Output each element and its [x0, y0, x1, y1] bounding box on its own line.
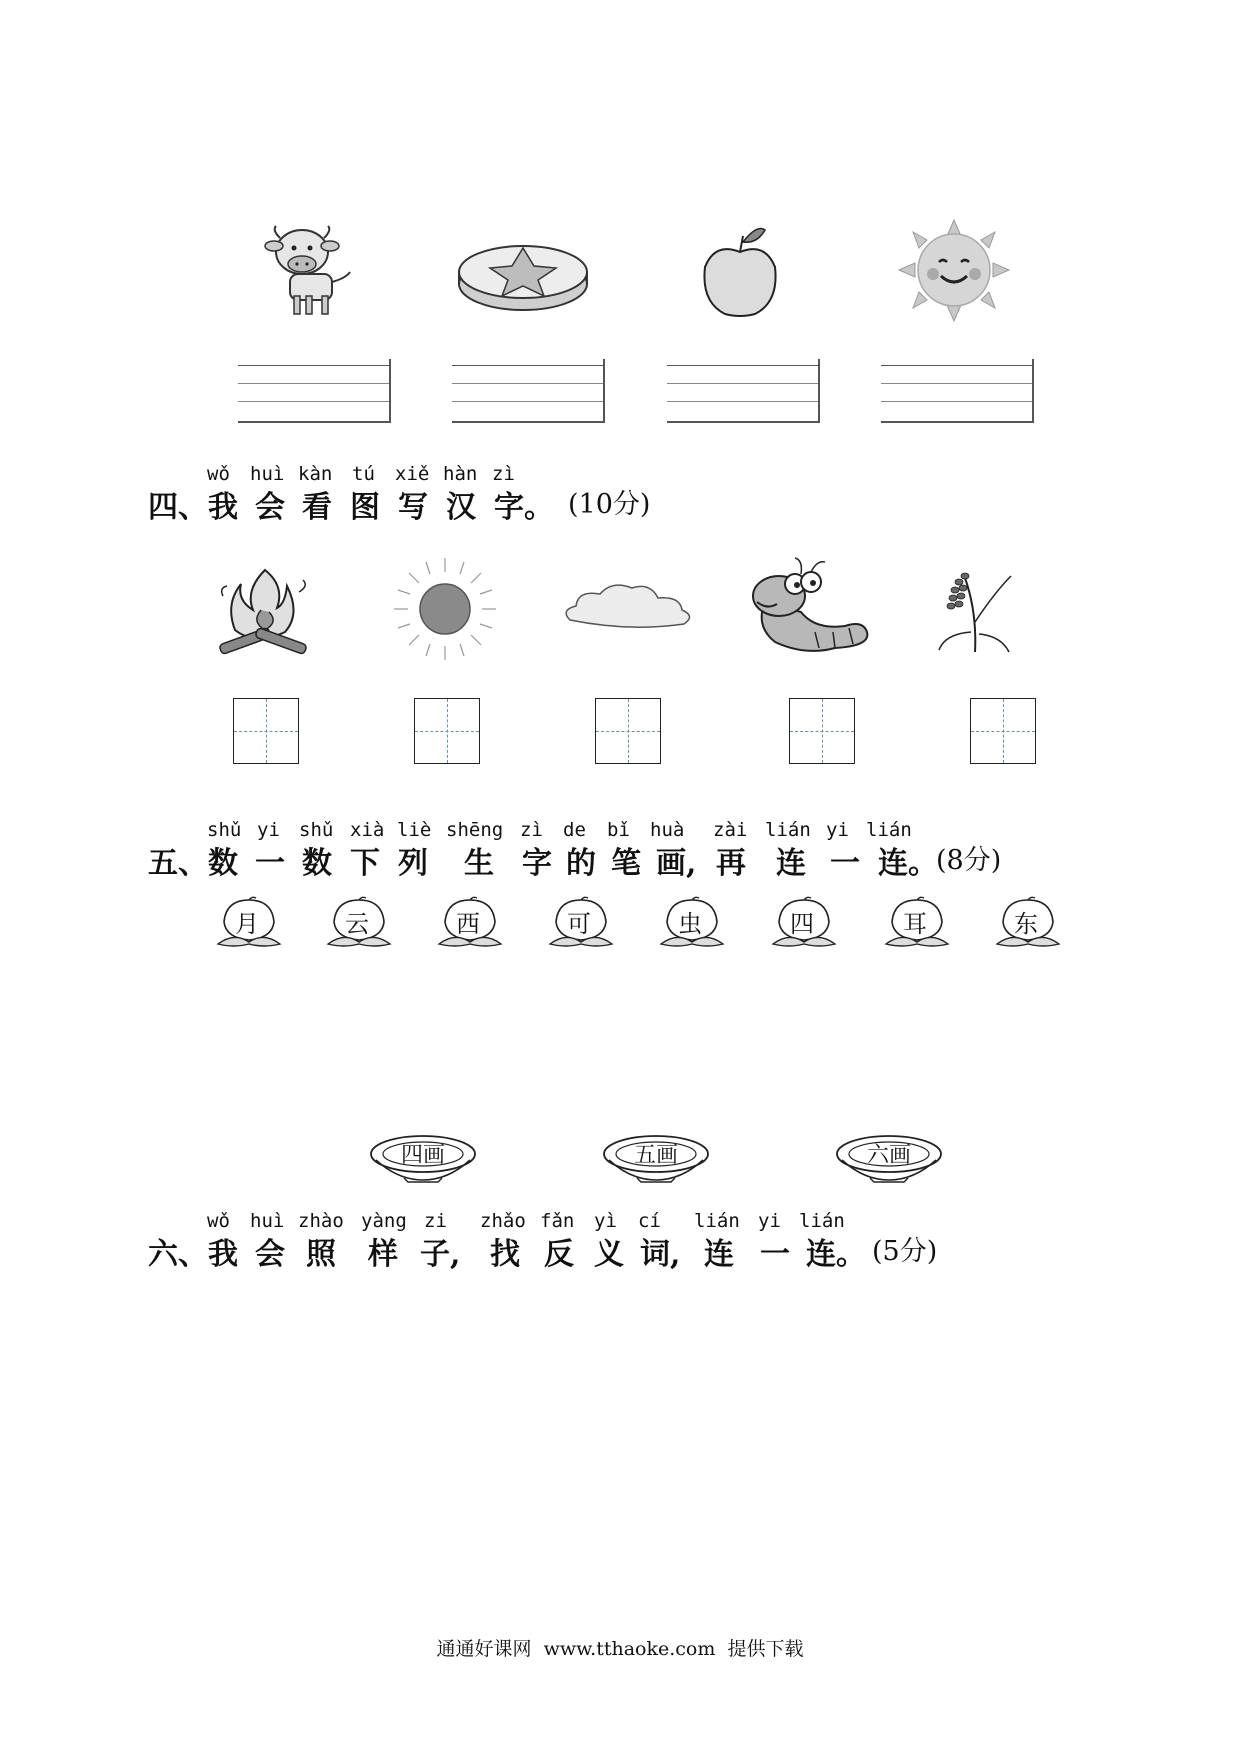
pinyin-syllable: lián	[866, 819, 912, 841]
score-label: (8分)	[936, 845, 1002, 876]
cow-picture	[262, 222, 362, 322]
peach-card[interactable]	[216, 896, 282, 948]
peach-character: 西	[456, 910, 480, 938]
pinyin-syllable: lián	[799, 1210, 845, 1232]
bowl-card[interactable]	[834, 1132, 944, 1182]
pinyin-syllable: kàn	[298, 463, 333, 485]
peach-character: 耳	[903, 910, 927, 938]
heading-char: 连。	[806, 1237, 866, 1272]
peach-card[interactable]	[884, 896, 950, 948]
pinyin-syllable: zài	[713, 819, 748, 841]
heading-char: 字	[522, 846, 552, 881]
pinyin-syllable: liè	[397, 819, 432, 841]
peach-character: 东	[1014, 910, 1038, 938]
pinyin-syllable: de	[563, 819, 586, 841]
heading-char: 找	[490, 1237, 520, 1272]
section6-heading	[0, 1229, 1240, 1272]
bowl-label: 六画	[866, 1143, 911, 1168]
pinyin-syllable: zì	[520, 819, 543, 841]
pinyin-syllable: yi	[826, 819, 849, 841]
pinyin-syllable: huì	[250, 463, 285, 485]
heading-char: 一	[760, 1237, 790, 1272]
heading-char: 图	[350, 490, 380, 525]
pinyin-syllable: huà	[650, 819, 685, 841]
pinyin-syllable: huì	[250, 1210, 285, 1232]
section-number: 四、	[148, 490, 208, 525]
character-writing-grid[interactable]	[233, 698, 299, 764]
peach-character: 四	[790, 910, 814, 938]
bowl-card[interactable]	[368, 1132, 478, 1182]
peach-card[interactable]	[326, 896, 392, 948]
section4-heading	[0, 482, 1240, 525]
heading-char: 义	[594, 1237, 624, 1272]
heading-char: 笔	[611, 846, 641, 881]
character-writing-grid[interactable]	[414, 698, 480, 764]
footer-text: 通通好课网 www.tthaoke.com 提供下载	[436, 1638, 804, 1660]
bowl-label: 四画	[400, 1143, 445, 1168]
pinyin-syllable: yi	[257, 819, 280, 841]
pinyin-syllable: yàng	[361, 1210, 407, 1232]
pinyin-syllable: shǔ	[207, 819, 242, 841]
peach-card[interactable]	[548, 896, 614, 948]
section5-heading	[0, 838, 1240, 881]
pinyin-syllable: wǒ	[207, 1210, 230, 1232]
heading-char: 连	[776, 846, 806, 881]
pinyin-syllable: shēng	[446, 819, 504, 841]
pinyin-syllable: yì	[594, 1210, 617, 1232]
heading-char: 会	[255, 490, 285, 525]
heading-char: 反	[544, 1237, 574, 1272]
heading-char: 生	[464, 846, 494, 881]
heading-char: 画,	[656, 846, 697, 881]
pinyin-syllable: xiě	[395, 463, 430, 485]
pinyin-syllable: yi	[758, 1210, 781, 1232]
score-label: (10分)	[568, 489, 651, 520]
peach-character: 云	[345, 910, 369, 938]
pinyin-syllable: hàn	[443, 463, 478, 485]
rice-picture	[935, 562, 1017, 654]
apple-picture	[695, 222, 785, 322]
pinyin-syllable: xià	[350, 819, 385, 841]
pinyin-syllable: zhǎo	[480, 1210, 526, 1232]
bowl-label: 五画	[633, 1143, 678, 1168]
section-number: 六、	[148, 1237, 208, 1272]
heading-char: 子,	[420, 1237, 461, 1272]
peach-card[interactable]	[995, 896, 1061, 948]
score-label: (5分)	[872, 1236, 938, 1267]
heading-char: 连	[704, 1237, 734, 1272]
pinyin-syllable: zhào	[298, 1210, 344, 1232]
heading-char: 列	[398, 846, 428, 881]
character-writing-grid[interactable]	[970, 698, 1036, 764]
pinyin-syllable: zi	[424, 1210, 447, 1232]
heading-char: 会	[255, 1237, 285, 1272]
worm-picture	[745, 556, 875, 660]
heading-char: 照	[306, 1237, 336, 1272]
bowl-card[interactable]	[601, 1132, 711, 1182]
pinyin-syllable: fǎn	[540, 1210, 575, 1232]
heading-char: 我	[208, 1237, 238, 1272]
pinyin-syllable: cí	[638, 1210, 661, 1232]
peach-character: 虫	[678, 910, 702, 938]
cloud-picture	[560, 578, 696, 632]
heading-char: 我	[208, 490, 238, 525]
fire-picture	[215, 560, 313, 660]
heading-char: 看	[302, 490, 332, 525]
peach-card[interactable]	[659, 896, 725, 948]
peach-card[interactable]	[437, 896, 503, 948]
pinyin-answer-box[interactable]	[452, 365, 605, 423]
pinyin-syllable: bǐ	[607, 819, 630, 841]
pinyin-syllable: wǒ	[207, 463, 230, 485]
heading-char: 数	[302, 846, 332, 881]
section-number: 五、	[148, 846, 208, 881]
pinyin-syllable: lián	[765, 819, 811, 841]
sun-picture	[895, 218, 1013, 323]
heading-char: 字。	[494, 490, 554, 525]
character-writing-grid[interactable]	[595, 698, 661, 764]
peach-card[interactable]	[771, 896, 837, 948]
heading-char: 汉	[446, 490, 476, 525]
heading-char: 连。	[878, 846, 938, 881]
pinyin-answer-box[interactable]	[881, 365, 1034, 423]
peach-character: 可	[567, 910, 591, 938]
heading-char: 一	[830, 846, 860, 881]
heading-char: 词,	[640, 1237, 681, 1272]
pinyin-answer-box[interactable]	[667, 365, 820, 423]
heading-char: 样	[368, 1237, 398, 1272]
character-writing-grid[interactable]	[789, 698, 855, 764]
heading-char: 写	[398, 490, 428, 525]
heading-char: 下	[350, 846, 380, 881]
pinyin-syllable: lián	[694, 1210, 740, 1232]
heading-char: 数	[208, 846, 238, 881]
heading-char: 再	[716, 846, 746, 881]
pinyin-syllable: tú	[352, 463, 375, 485]
pie-picture	[456, 232, 591, 322]
heading-char: 一	[255, 846, 285, 881]
peach-character: 月	[235, 910, 259, 938]
sun-picture	[392, 556, 498, 662]
pinyin-syllable: shǔ	[299, 819, 334, 841]
pinyin-answer-box[interactable]	[238, 365, 391, 423]
pinyin-syllable: zì	[492, 463, 515, 485]
heading-char: 的	[566, 846, 596, 881]
